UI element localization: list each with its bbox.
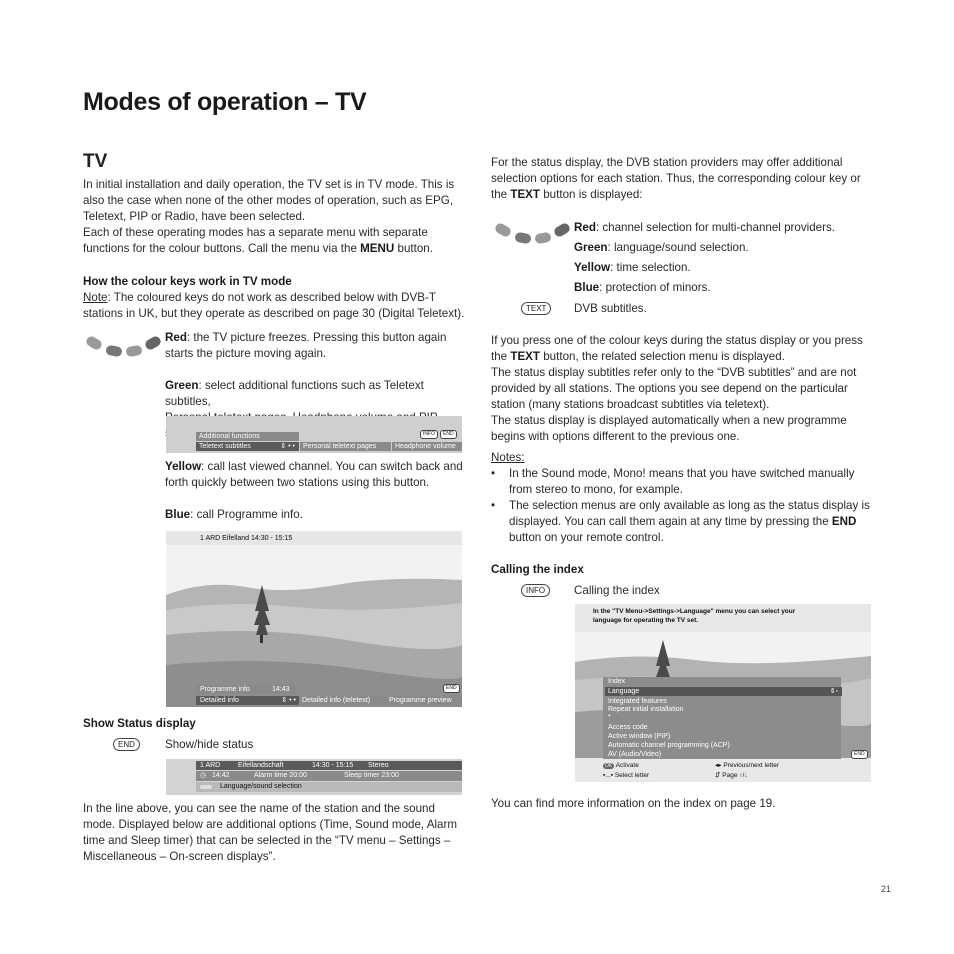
- osd-status-line1: 1 ARD Eifellandschaft 14:30 - 15:15 Stereo: [196, 761, 462, 770]
- end-badge: END: [443, 684, 460, 693]
- list-item: • The selection menus are only available as long as the status display is displayed. You can call them again at any time by pressing the END button on your remote control.: [491, 499, 870, 544]
- notes-list: [491, 466, 871, 546]
- index-legend-row2: ▪...▪ Select letter: [603, 772, 650, 779]
- text-key[interactable]: TEXT: [521, 302, 551, 315]
- osd-detailed-info: Detailed info ⇕ • •: [196, 696, 300, 705]
- index-item: *: [608, 714, 611, 721]
- status-options-paragraph: For the status display, the DVB station providers may offer additional selection options for each station. Thus, the corresponding colour key or the TEXT button is displayed:: [491, 156, 861, 201]
- page-number: 21: [880, 884, 891, 894]
- left-right-arrows-icon: ◂▸: [715, 762, 722, 769]
- index-item[interactable]: Repeat initial installation: [608, 706, 684, 713]
- list-item: • In the Sound mode, Mono! means that you have switched manually from stereo to mono, for example.: [491, 467, 855, 496]
- colour-keys-icon: [84, 334, 164, 360]
- osd-programme-topline: 1 ARD Eifelland 14:30 - 15:15: [200, 535, 293, 542]
- selection-menu-paragraph: If you press one of the colour keys during the status display or you press the TEXT button, the related selection menu is displayed. The status display subtitles refer only to the “DVB subtitles” and are not provided by all stations. The options you see depend on the particular station (many stations broadcast subtitles via teletext). The status display is displayed automatically when a new programme begins with options different to the previous one.: [491, 334, 863, 443]
- osd-status-line3: Language/sound selection: [196, 782, 462, 792]
- section-heading-tv: TV: [83, 151, 108, 172]
- intro-line: In initial installation and daily operation, the TV set is in TV mode. This is: [83, 178, 455, 191]
- ok-key-icon: OK: [605, 763, 613, 769]
- page-arrows-icon: ⇵: [715, 772, 721, 779]
- red-key-desc: Red: the TV picture freezes. Pressing this button again starts the picture moving again.: [165, 331, 447, 360]
- osd-programme-info-bar: Programme info 14:43: [196, 685, 296, 694]
- index-item[interactable]: AV (Audio/Video): [608, 751, 662, 758]
- end-key[interactable]: END: [113, 738, 140, 751]
- nav-arrows-icon: ⇕ • •: [280, 443, 295, 450]
- end-badge: END: [440, 430, 457, 439]
- nav-arrows-icon: ⇕◦: [829, 688, 838, 695]
- index-item[interactable]: Automatic channel programming (ACP): [608, 742, 730, 749]
- colour-keys-heading: How the colour keys work in TV mode: [83, 275, 292, 288]
- notes-label: Notes:: [491, 451, 525, 464]
- intro-line: Teletext, PIP or Radio, have been selected.: [83, 210, 306, 223]
- index-item[interactable]: Active window (PIP): [608, 733, 671, 740]
- osd-index-hint: In the "TV Menu->Settings->Language" menu you can select your language for operating the TV set.: [593, 608, 796, 624]
- info-key-desc: Calling the index: [574, 584, 660, 597]
- number-keys-icon: ▪...▪: [603, 772, 614, 779]
- index-menu-panel: [603, 677, 841, 759]
- clock-icon: ◷: [200, 772, 207, 779]
- osd-programme-preview: Programme preview: [386, 696, 462, 705]
- osd-status-line2: ◷ 14:42 Alarm time 20:00 Sleep timer 23:00: [196, 771, 462, 781]
- osd-item-personal-pages: Personal teletext pages: [300, 442, 391, 451]
- nav-arrows-icon: ⇕ • •: [281, 697, 296, 704]
- blue-key-desc: Blue: call Programme info.: [165, 508, 303, 521]
- index-item-language[interactable]: Language ⇕◦: [605, 687, 842, 696]
- colour-keys-note: Note: The coloured keys do not work as described below with DVB-T stations in UK, but they operate as described on page 30 (Digital Teletext).: [83, 291, 465, 320]
- status-explanation: In the line above, you can see the name of the station and the sound mode. Displayed below are additional options (Time, Sound mode, Alarm time and Sleep timer) that can be selected in the “TV menu – Settings – Miscellaneous – On-screen displays”.: [83, 802, 457, 863]
- status-display-heading: Show Status display: [83, 717, 196, 730]
- osd-programme-info: [166, 531, 462, 707]
- end-badge: END: [851, 750, 868, 759]
- index-item[interactable]: Integrated features: [608, 698, 667, 705]
- info-key[interactable]: INFO: [521, 584, 550, 597]
- green-key-icon: [200, 785, 212, 789]
- osd-additional-functions: [166, 416, 462, 453]
- green-key-desc: Green: select additional functions such as Teletext subtitles,: [165, 379, 424, 408]
- osd-detailed-teletext: Detailed info (teletext): [299, 696, 386, 705]
- osd-title: Additional functions: [196, 432, 299, 441]
- intro-line: also the case when none of the other modes of operation, such as EPG,: [83, 194, 453, 207]
- index-legend-page: ⇵ Page ↑/↓: [715, 772, 748, 779]
- calling-index-heading: Calling the index: [491, 563, 584, 576]
- colour-keys-icon: [493, 221, 573, 247]
- intro-paragraph: [83, 177, 473, 257]
- page-title: Modes of operation – TV: [83, 88, 367, 116]
- osd-index: [575, 604, 871, 782]
- info-badge: INFO: [420, 430, 438, 439]
- index-legend-lr: ◂▸ Previous/next letter: [715, 762, 779, 769]
- osd-item-headphone: Headphone volume: [392, 442, 462, 451]
- osd-item-teletext-subtitles: Teletext subtitles ⇕ • •: [196, 442, 299, 451]
- right-colour-list: Red: channel selection for multi-channel providers. Green: language/sound selection. Yellow: time selection. Blue: protection of minors.: [574, 221, 835, 294]
- intro-line: functions for the colour buttons. Call the menu via the MENU button.: [83, 242, 433, 255]
- intro-line: Each of these operating modes has a separate menu with separate: [83, 226, 428, 239]
- osd-status-display: [166, 759, 462, 795]
- index-item[interactable]: Access code: [608, 724, 648, 731]
- landscape-image: [166, 545, 462, 707]
- index-footer-text: You can find more information on the index on page 19.: [491, 797, 776, 810]
- text-key-desc: DVB subtitles.: [574, 302, 647, 315]
- index-menu-title: Index: [608, 678, 626, 685]
- index-legend-row1: OK Activate: [605, 762, 639, 769]
- yellow-key-desc: Yellow: call last viewed channel. You can switch back and forth quickly between two stations using this button.: [165, 460, 463, 489]
- status-text: Show/hide status: [165, 738, 254, 751]
